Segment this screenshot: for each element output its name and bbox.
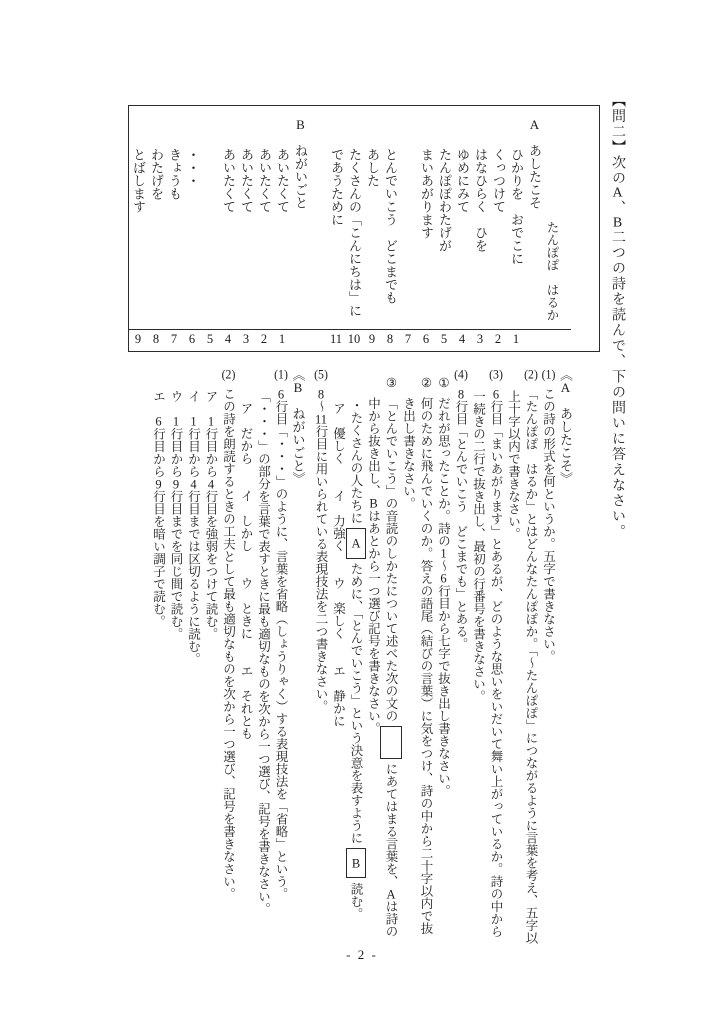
question-b1-options: ア だから イ しかし ウ ときに エ それとも xyxy=(239,402,253,740)
section-b-header: 《B ねがいごと》 xyxy=(290,368,306,485)
poem-a-line-number: 8 xyxy=(386,332,394,346)
question-a4 xyxy=(452,368,470,945)
question-a4-label: (4) xyxy=(454,368,468,381)
poem-b-line: きょうも xyxy=(167,148,182,200)
poem-b-line: とばします xyxy=(131,148,146,213)
poem-a-author: たんぽぽ はるか xyxy=(545,221,559,321)
poem-b-line: あいたくて xyxy=(221,148,236,213)
question-b2-option-i: イ 1行目から4行目までは区切るように読む。 xyxy=(186,390,201,665)
poem-a-line-number: 10 xyxy=(347,332,361,346)
poem-a-line-number: 7 xyxy=(404,332,412,346)
question-a4-sub1-label: ① xyxy=(436,375,451,390)
question-b2-label: (2) xyxy=(221,368,236,381)
question-a4-sub3-options: ア 優しく イ 力強く ウ 楽しく エ 静かに xyxy=(331,402,346,727)
poem-b-line: あいたくて xyxy=(275,148,290,213)
question-b2-option-u: ウ 1行目から9行目までを同じ間で読む。 xyxy=(169,390,183,640)
questions-area xyxy=(149,368,574,945)
poem-a-line-number: 5 xyxy=(440,332,448,346)
poem-a-line xyxy=(399,118,417,329)
poem-a-line: たくさんの「こんにちは」に xyxy=(347,148,362,317)
poem-a-line: まいあがります xyxy=(419,148,434,239)
question-a3-text: 6行目「まいあがります」とあるが、どのような思いをいだいて舞い上がっているか。詩の中から一続きの二行で抜き出し、最初の行番号を書きなさい。 xyxy=(471,387,503,938)
question-a3-label: (3) xyxy=(489,368,503,381)
question-2-heading: 【問二】次のA、B二つの詩を読んで、下の問いに答えなさい。 xyxy=(610,93,625,540)
question-a2-label: (2) xyxy=(524,368,538,381)
question-a4-sub3-label: ③ xyxy=(384,375,398,390)
question-a4-sub2-text: 何のために飛んでいくのか。答えの語尾（結びの言葉）に気をつけ、詩の中から二十字以内で抜き出し書きなさい。 xyxy=(401,397,433,935)
question-a4-sub1 xyxy=(434,368,452,945)
question-a1 xyxy=(539,368,557,945)
question-a2-text: 「たんぽぽ はるか」とはどんなたんぽぽか。「〜たんぽぽ」につながるように言葉を考え、五字以上十字以内で書きなさい。 xyxy=(506,387,538,944)
question-a5-text: 8〜11行目に用いられている表現技法を二つ書きなさい。 xyxy=(314,387,328,713)
poem-a-line: はなひらく ひを xyxy=(473,148,488,252)
question-a4-sub2-label: ② xyxy=(419,375,433,390)
question-b2-option-e: エ 6行目から9行目を暗い調子で読む。 xyxy=(151,390,166,628)
question-a4-text: 8行目「とんでいこう どこまでも」とある。 xyxy=(454,387,468,650)
question-a4-sub3-text: 「とんでいこう」の音読のしかたについて述べた次の文の にあてはまる言葉を、Aは詩の中から抜き出し、Bはあとから一つ選び記号を書きなさい。 xyxy=(367,397,399,938)
poem-a-line: たんぽぽわたげが xyxy=(437,148,452,252)
question-b1-label: (1) xyxy=(274,368,288,381)
question-b1 xyxy=(254,368,289,945)
poem-b-line: ・・・ xyxy=(185,148,200,187)
poem-a-line: であうために xyxy=(329,148,344,226)
page-number: - 2 - xyxy=(346,947,378,962)
poem-a-line-number: 9 xyxy=(368,332,376,346)
poem-b-line: わたげを xyxy=(149,148,164,200)
question-b2 xyxy=(219,368,237,945)
poem-b-line-number: 3 xyxy=(242,332,250,346)
poem-a-line: とんでいこう どこまでも xyxy=(383,148,398,304)
poem-a-line-number: 1 xyxy=(512,332,520,346)
poem-area xyxy=(129,106,571,329)
numbers-right-pad xyxy=(525,330,561,350)
poem-b-line-number: 9 xyxy=(134,332,142,346)
question-a4-sub3-example: ・たくさんの人たちにAために、「とんでいこう」という決意を表すようにB読む。 xyxy=(347,368,365,945)
poem-b-line: あいたくて xyxy=(239,148,254,213)
answer-box-a: A xyxy=(346,528,366,559)
numbers-middle-gap xyxy=(291,330,327,350)
question-a5-label: (5) xyxy=(314,368,328,381)
answer-box-blank xyxy=(380,726,402,759)
question-a4-sub2 xyxy=(399,368,434,945)
poem-b-line-number: 6 xyxy=(188,332,196,346)
question-b1-text: 6行目「・・・」のように、言葉を省略（しょうりゃく）する表現技法を「省略」という。「・・・」の部分を言葉で表すときに最も適切なものを次から一つ選び、記号を書きなさい。 xyxy=(256,387,288,915)
question-a4-sub3 xyxy=(364,368,399,945)
poem-divider-gap xyxy=(309,118,327,329)
section-a-header: 《A あしたこそ》 xyxy=(558,368,573,485)
question-a1-text: この詩の形式を何というか。五字で書きなさい。 xyxy=(541,387,556,663)
poem-a-line-number: 4 xyxy=(458,332,466,346)
question-a4-sub1-text: だれが思ったことか。詩の1〜6行目から七字で抜き出し書きなさい。 xyxy=(436,397,451,797)
poem-b-line-number: 8 xyxy=(152,332,160,346)
poem-b-line xyxy=(201,118,219,329)
poem-a-line: あした xyxy=(365,148,380,187)
answer-box-b: B xyxy=(346,848,366,879)
poem-b-line-number: 2 xyxy=(260,332,268,346)
poem-a-line: ひかりを おでこに xyxy=(509,148,524,265)
question-b2-option-a: ア 1行目から4行目を強弱をつけて読む。 xyxy=(204,390,218,640)
poem-a-title: A あしたこそ xyxy=(527,118,542,209)
poem-a-line-number: 11 xyxy=(329,332,343,346)
poem-a-line: くっつけて xyxy=(491,148,506,213)
poem-a-line: ゆめにみて xyxy=(455,148,470,213)
poem-b-line-number: 4 xyxy=(224,332,232,346)
poem-b-line: あいたくて xyxy=(257,148,272,213)
line-numbers-strip xyxy=(129,329,571,350)
poem-b-line-number: 7 xyxy=(170,332,178,346)
poem-a-line-number: 6 xyxy=(422,332,430,346)
question-a5 xyxy=(312,368,330,945)
question-a2 xyxy=(504,368,539,945)
poem-b-line-number: 1 xyxy=(278,332,286,346)
question-b2-text: この詩を朗読するときの工夫として最も適切なものを次から一つ選び、記号を書きなさい。 xyxy=(221,387,236,900)
question-a1-label: (1) xyxy=(541,368,556,381)
poem-box xyxy=(128,105,600,352)
poem-b-title: B ねがいごと xyxy=(293,118,308,209)
poem-a-line-number: 2 xyxy=(494,332,502,346)
poem-a-line-number: 3 xyxy=(476,332,484,346)
poem-b-line-number: 5 xyxy=(206,332,214,346)
question-a3 xyxy=(469,368,504,945)
